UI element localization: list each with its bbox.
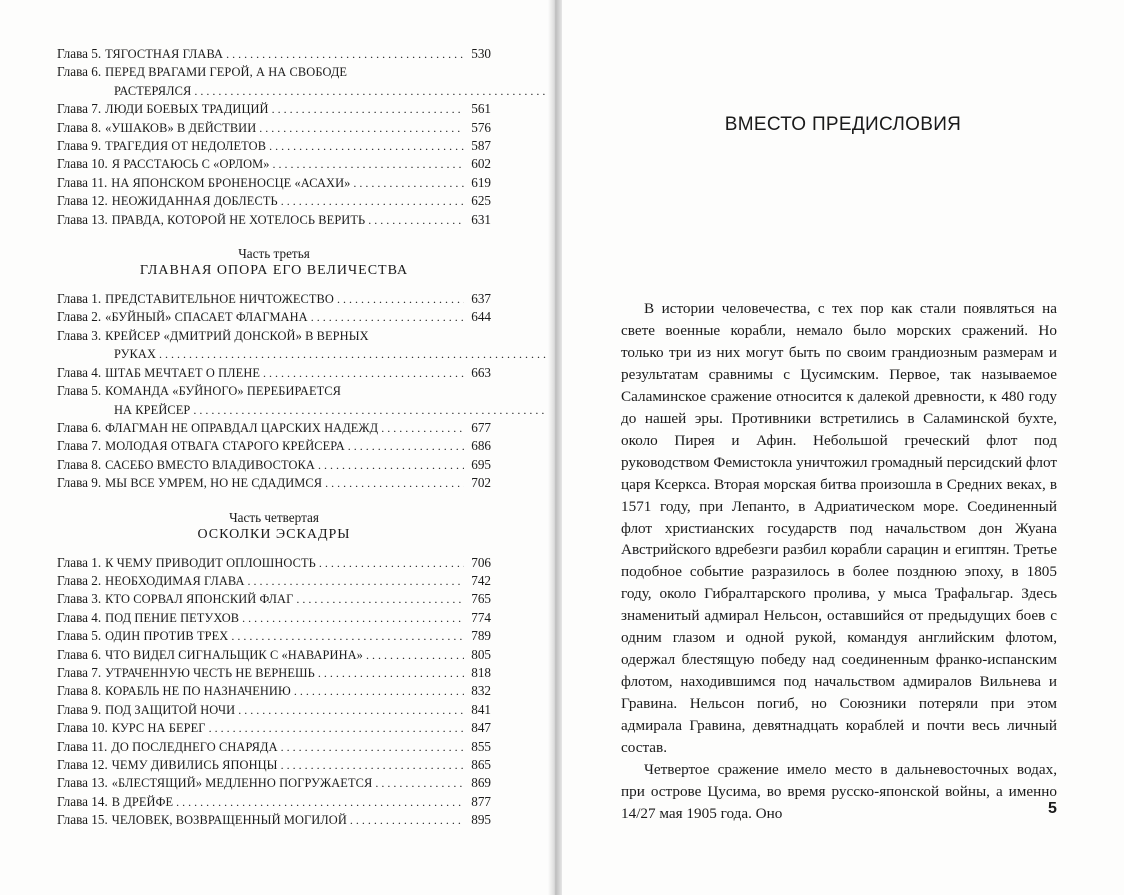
toc-chapter-title: ЧЕМУ ДИВИЛИСЬ ЯПОНЦЫ bbox=[111, 758, 278, 772]
toc-chapter-number: Глава 2. bbox=[57, 572, 102, 588]
toc-page-number: 625 bbox=[471, 193, 491, 209]
toc-chapter-number: Глава 7. bbox=[57, 664, 102, 680]
toc-entry bbox=[57, 590, 491, 608]
toc-entry bbox=[57, 308, 491, 326]
toc-chapter-title: В ДРЕЙФЕ bbox=[111, 794, 174, 809]
toc-page-number: 619 bbox=[471, 174, 491, 190]
toc-entry bbox=[57, 627, 491, 645]
toc-chapter-title: ТЯГОСТНАЯ ГЛАВА bbox=[105, 47, 224, 61]
toc-chapter-title: НЕОБХОДИМАЯ ГЛАВА bbox=[105, 573, 245, 588]
toc-page-number: 765 bbox=[471, 591, 491, 607]
toc-chapter-title: ЧТО ВИДЕЛ СИГНАЛЬЩИК С «НАВАРИНА» bbox=[105, 647, 363, 662]
toc-entry-continuation bbox=[57, 82, 491, 100]
toc-leader-dots bbox=[281, 739, 464, 756]
toc-leader-dots bbox=[350, 812, 464, 829]
paragraph: Четвертое сражение имело место в дальневосточных водах, при острове Цусима, во время русско-японской войны, а именно 14/27 мая 1905 года. Оно bbox=[621, 761, 1057, 822]
toc-leader-dots bbox=[281, 757, 464, 774]
toc-page-number: 895 bbox=[471, 812, 491, 828]
toc-leader-dots bbox=[319, 555, 464, 572]
toc-entry bbox=[57, 811, 491, 829]
toc-entry bbox=[57, 738, 491, 756]
toc-chapter-number: Глава 9. bbox=[57, 701, 102, 717]
toc-page-number: 865 bbox=[471, 757, 491, 772]
toc-chapter-number: Глава 6. bbox=[57, 646, 102, 662]
toc-leader-dots bbox=[209, 720, 464, 737]
toc-leader-dots bbox=[231, 628, 464, 645]
right-page bbox=[562, 0, 1124, 895]
toc-chapter-number: Глава 13. bbox=[57, 775, 108, 791]
toc-page-number: 774 bbox=[471, 609, 491, 625]
toc-entry bbox=[57, 290, 491, 308]
part-three-title: ГЛАВНАЯ ОПОРА ЕГО ВЕЛИЧЕСТВА bbox=[139, 263, 409, 279]
toc-leader-dots bbox=[353, 175, 464, 192]
toc-page-number: 702 bbox=[471, 475, 491, 491]
toc-entry bbox=[57, 572, 491, 590]
part-four-label: Часть четвертая bbox=[229, 509, 319, 525]
toc-page-number: 742 bbox=[471, 572, 491, 588]
toc-entry bbox=[57, 682, 491, 700]
toc-entry bbox=[57, 793, 491, 811]
toc-chapter-title: КОРАБЛЬ НЕ ПО НАЗНАЧЕНИЮ bbox=[105, 684, 291, 699]
toc-chapter-title: ПОД ЗАЩИТОЙ НОЧИ bbox=[105, 702, 236, 717]
toc-entry bbox=[57, 192, 491, 210]
toc-chapter-number: Глава 15. bbox=[57, 812, 108, 828]
toc-page-number: 789 bbox=[471, 628, 491, 644]
toc-leader-dots bbox=[272, 101, 464, 118]
toc-entry bbox=[57, 327, 491, 345]
toc-page-number: 663 bbox=[471, 364, 491, 380]
toc-leader-dots bbox=[348, 438, 464, 455]
toc-page-number: 706 bbox=[471, 554, 491, 570]
toc-entry bbox=[57, 174, 491, 192]
toc-page-number: 602 bbox=[471, 156, 491, 172]
toc-chapter-title: ЛЮДИ БОЕВЫХ ТРАДИЦИЙ bbox=[105, 102, 269, 117]
toc-chapter-title: ПЕРЕД ВРАГАМИ ГЕРОЙ, А НА СВОБОДЕ bbox=[105, 65, 348, 80]
toc-chapter-number: Глава 6. bbox=[57, 64, 102, 80]
toc-page-number: 869 bbox=[471, 775, 491, 791]
toc-part-four-list bbox=[57, 554, 491, 830]
toc-entry-continuation bbox=[57, 345, 491, 363]
toc-chapter-title: ФЛАГМАН НЕ ОПРАВДАЛ ЦАРСКИХ НАДЕЖД bbox=[105, 420, 379, 435]
toc-page-number: 832 bbox=[471, 683, 491, 699]
toc-chapter-title: НЕОЖИДАННАЯ ДОБЛЕСТЬ bbox=[111, 194, 278, 209]
toc-entry bbox=[57, 419, 491, 437]
toc-chapter-title: ПОД ПЕНИЕ ПЕТУХОВ bbox=[105, 610, 240, 625]
toc-chapter-title-cont: РАСТЕРЯЛСЯ bbox=[114, 83, 192, 98]
toc-leader-dots bbox=[281, 193, 464, 210]
toc-entry bbox=[57, 456, 491, 474]
toc-chapter-title-cont: НА КРЕЙСЕР bbox=[114, 402, 191, 417]
toc-chapter-number: Глава 3. bbox=[57, 591, 102, 607]
toc-entry bbox=[57, 719, 491, 737]
toc-chapter-title: Я РАССТАЮСЬ С «ОРЛОМ» bbox=[111, 157, 270, 172]
toc-leader-dots bbox=[368, 212, 464, 229]
toc-chapter-number: Глава 12. bbox=[57, 193, 108, 209]
toc-chapter-number: Глава 4. bbox=[57, 609, 102, 625]
toc-leader-dots bbox=[296, 591, 464, 608]
toc-page-number: 686 bbox=[471, 438, 491, 454]
chapter-heading: ВМЕСТО ПРЕДИСЛОВИЯ bbox=[724, 114, 962, 135]
toc-chapter-title-cont: РУКАХ bbox=[114, 347, 157, 362]
toc-leader-dots bbox=[226, 46, 464, 63]
toc-chapter-number: Глава 10. bbox=[57, 156, 108, 172]
toc-chapter-number: Глава 14. bbox=[57, 793, 108, 809]
toc-chapter-number: Глава 4. bbox=[57, 364, 102, 380]
toc-chapter-title: НА ЯПОНСКОМ БРОНЕНОСЦЕ «АСАХИ» bbox=[111, 175, 351, 190]
toc-top-list bbox=[57, 45, 491, 229]
toc-leader-dots bbox=[366, 647, 464, 664]
toc-chapter-number: Глава 1. bbox=[57, 554, 102, 570]
toc-chapter-number: Глава 8. bbox=[57, 119, 102, 135]
toc-chapter-number: Глава 6. bbox=[57, 419, 102, 435]
toc-chapter-title: ДО ПОСЛЕДНЕГО СНАРЯДА bbox=[111, 739, 278, 754]
toc-chapter-title: САСЕБО ВМЕСТО ВЛАДИВОСТОКА bbox=[105, 457, 315, 472]
toc-entry bbox=[57, 119, 491, 137]
toc-chapter-title: КУРС НА БЕРЕГ bbox=[111, 721, 206, 736]
toc-leader-dots bbox=[294, 683, 464, 700]
toc-entry bbox=[57, 774, 491, 792]
toc-chapter-number: Глава 8. bbox=[57, 456, 102, 472]
toc-page-number: 805 bbox=[471, 646, 491, 662]
toc-page-number: 587 bbox=[471, 138, 491, 154]
part-four-title: ОСКОЛКИ ЭСКАДРЫ bbox=[197, 526, 351, 542]
table-of-contents bbox=[57, 45, 491, 830]
toc-leader-dots bbox=[337, 291, 464, 308]
toc-chapter-title: «УШАКОВ» В ДЕЙСТВИИ bbox=[105, 120, 257, 135]
toc-page-number: 561 bbox=[471, 101, 491, 117]
toc-entry bbox=[57, 554, 491, 572]
toc-chapter-number: Глава 7. bbox=[57, 101, 102, 117]
toc-leader-dots bbox=[238, 702, 464, 719]
toc-entry bbox=[57, 437, 491, 455]
toc-chapter-number: Глава 9. bbox=[57, 475, 102, 491]
toc-entry bbox=[57, 646, 491, 664]
toc-chapter-title: МОЛОДАЯ ОТВАГА СТАРОГО КРЕЙСЕРА bbox=[105, 439, 345, 454]
toc-chapter-number: Глава 3. bbox=[57, 327, 102, 343]
toc-leader-dots bbox=[159, 346, 552, 363]
toc-page-number: 576 bbox=[471, 119, 491, 135]
toc-leader-dots bbox=[242, 610, 464, 627]
toc-page-number: 877 bbox=[471, 793, 491, 809]
toc-entry bbox=[57, 701, 491, 719]
toc-leader-dots bbox=[176, 794, 464, 811]
toc-leader-dots bbox=[269, 138, 464, 155]
toc-chapter-title: ТРАГЕДИЯ ОТ НЕДОЛЕТОВ bbox=[105, 139, 267, 154]
toc-leader-dots bbox=[325, 475, 464, 492]
toc-leader-dots bbox=[318, 457, 464, 474]
toc-entry bbox=[57, 474, 491, 492]
toc-page-number: 695 bbox=[471, 456, 491, 472]
left-page bbox=[0, 0, 548, 895]
toc-chapter-title: «БУЙНЫЙ» СПАСАЕТ ФЛАГМАНА bbox=[105, 310, 308, 325]
body-text bbox=[621, 298, 1057, 825]
toc-leader-dots bbox=[193, 402, 586, 419]
toc-leader-dots bbox=[259, 120, 464, 137]
toc-chapter-title: ОДИН ПРОТИВ ТРЕХ bbox=[105, 629, 229, 644]
toc-chapter-title: ПРЕДСТАВИТЕЛЬНОЕ НИЧТОЖЕСТВО bbox=[105, 292, 334, 307]
toc-leader-dots bbox=[311, 309, 464, 326]
toc-chapter-title: «БЛЕСТЯЩИЙ» МЕДЛЕННО ПОГРУЖАЕТСЯ bbox=[111, 776, 373, 791]
toc-page-number: 631 bbox=[471, 211, 491, 227]
toc-chapter-number: Глава 11. bbox=[57, 174, 108, 190]
toc-chapter-title: КОМАНДА «БУЙНОГО» ПЕРЕБИРАЕТСЯ bbox=[105, 384, 342, 399]
toc-leader-dots bbox=[318, 665, 464, 682]
toc-part-three-list bbox=[57, 290, 491, 492]
toc-chapter-title: МЫ ВСЕ УМРЕМ, НО НЕ СДАДИМСЯ bbox=[105, 476, 323, 491]
toc-entry bbox=[57, 155, 491, 173]
toc-leader-dots bbox=[273, 156, 464, 173]
toc-chapter-title: КРЕЙСЕР «ДМИТРИЙ ДОНСКОЙ» В ВЕРНЫХ bbox=[105, 328, 369, 343]
toc-chapter-number: Глава 7. bbox=[57, 438, 102, 454]
toc-chapter-title: К ЧЕМУ ПРИВОДИТ ОПЛОШНОСТЬ bbox=[105, 555, 316, 570]
toc-entry bbox=[57, 382, 491, 400]
toc-chapter-number: Глава 5. bbox=[57, 383, 102, 399]
toc-chapter-number: Глава 1. bbox=[57, 291, 102, 307]
toc-chapter-title: ПРАВДА, КОТОРОЙ НЕ ХОТЕЛОСЬ ВЕРИТЬ bbox=[111, 212, 366, 227]
toc-leader-dots bbox=[263, 365, 464, 382]
toc-page-number: 818 bbox=[471, 664, 491, 680]
toc-entry bbox=[57, 45, 491, 63]
toc-page-number: 644 bbox=[471, 309, 491, 325]
toc-entry bbox=[57, 63, 491, 81]
toc-chapter-number: Глава 11. bbox=[57, 738, 108, 754]
toc-chapter-number: Глава 13. bbox=[57, 211, 108, 227]
toc-chapter-number: Глава 12. bbox=[57, 757, 108, 772]
page-number: 5 bbox=[1048, 800, 1057, 817]
toc-chapter-title: КТО СОРВАЛ ЯПОНСКИЙ ФЛАГ bbox=[105, 592, 294, 607]
toc-page-number: 530 bbox=[471, 46, 491, 61]
toc-entry-continuation bbox=[57, 401, 491, 419]
toc-leader-dots bbox=[381, 420, 464, 437]
toc-chapter-number: Глава 2. bbox=[57, 309, 102, 325]
toc-entry bbox=[57, 364, 491, 382]
toc-page-number: 847 bbox=[471, 720, 491, 736]
toc-entry bbox=[57, 664, 491, 682]
toc-leader-dots bbox=[375, 775, 464, 792]
toc-chapter-number: Глава 9. bbox=[57, 138, 102, 154]
toc-entry bbox=[57, 211, 491, 229]
toc-leader-dots bbox=[194, 83, 587, 100]
toc-entry bbox=[57, 756, 491, 774]
book-spine-gutter bbox=[548, 0, 562, 895]
part-three-label: Часть третья bbox=[238, 246, 310, 262]
toc-page-number: 677 bbox=[471, 419, 491, 435]
toc-page-number: 841 bbox=[471, 701, 491, 717]
toc-entry bbox=[57, 137, 491, 155]
toc-page-number: 855 bbox=[471, 738, 491, 754]
toc-leader-dots bbox=[248, 573, 464, 590]
toc-chapter-title: ШТАБ МЕЧТАЕТ О ПЛЕНЕ bbox=[105, 365, 261, 380]
toc-chapter-number: Глава 5. bbox=[57, 628, 102, 644]
toc-chapter-number: Глава 8. bbox=[57, 683, 102, 699]
toc-chapter-title: УТРАЧЕННУЮ ЧЕСТЬ НЕ ВЕРНЕШЬ bbox=[105, 665, 315, 680]
toc-page-number: 637 bbox=[471, 291, 491, 307]
toc-entry bbox=[57, 609, 491, 627]
paragraph: В истории человечества, с тех пор как стали появляться на свете военные корабли, немало было морских сражений. Но только три из них могут быть по своим грандиозным размерам и результатам сравнимы с Цусимским. Первое, так называемое Саламинское сражение относится к далекой древности, к 480 году до нашей эры. Противники встретились в Саламинской бухте, около Пирея и Афин. Небольшой греческий флот под руководством Фемистокла уничтожил громадный персидский флот царя Ксеркса. Вторая морская битва произошла в Средних веках, в 1571 году, при Лепанто, в Адриатическом море. Соединенный флот христианских государств под начальством дон Жуана Австрийского вдребезги разбил корабли сарацин и египтян. Третье подобное событие разразилось в более позднюю эпоху, в 1805 году, около Гибралтарского пролива, у мыса Трафальгар. Здесь знаменитый адмирал Нельсон, оставшийся от предыдущих боев с одним глазом и одной рукой, командуя английским флотом, одержал блестящую победу над соединенным франко-испанским флотом, находившимся под начальством адмиралов Вильнева и Гравина. Нельсон погиб, но Союзники потеряли при этом адмирала Гравина, девятнадцать кораблей и почти весь личный состав. bbox=[621, 300, 1057, 757]
toc-chapter-number: Глава 5. bbox=[57, 46, 102, 61]
toc-chapter-number: Глава 10. bbox=[57, 720, 108, 736]
toc-chapter-title: ЧЕЛОВЕК, ВОЗВРАЩЕННЫЙ МОГИЛОЙ bbox=[111, 813, 347, 828]
toc-entry bbox=[57, 100, 491, 118]
